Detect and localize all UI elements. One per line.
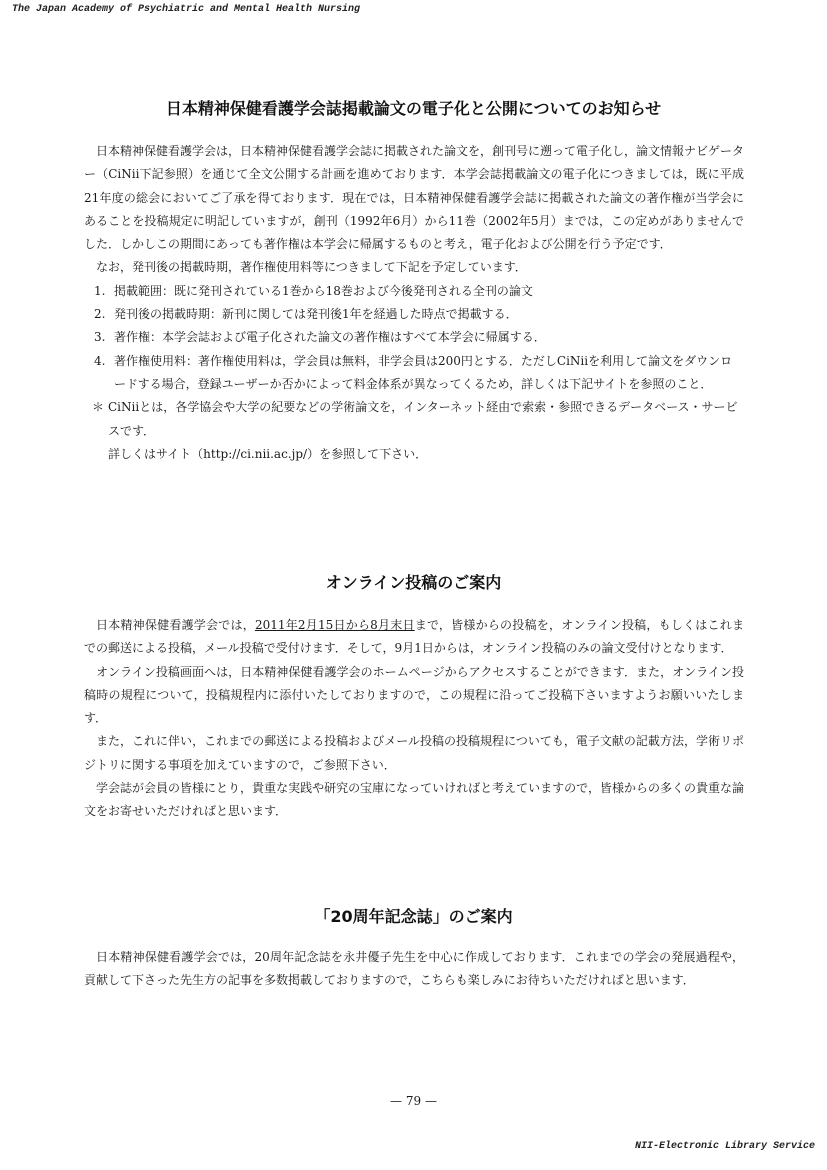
paragraph-text: 日本精神保健看護学会では， — [96, 618, 255, 632]
list-item — [84, 326, 744, 349]
list-item-number: 1. — [94, 283, 106, 298]
list-item-number: 3. — [94, 330, 106, 345]
footer-service: NII-Electronic Library Service — [634, 1141, 815, 1152]
section1-paragraph: なお，発刊後の掲載時期，著作権使用料等につきまして下記を予定しています． — [96, 260, 527, 275]
section1-body — [84, 140, 744, 466]
paragraph-text: まで，皆様からの投稿を，オンライン投稿，もしくはこれまでの郵送による投稿，メール投稿で受付けます．そして，9月1日からは，オンライン投稿のみの論文受付けとなります． — [84, 618, 744, 656]
section3-title: 「20周年記念誌」のご案内 — [314, 907, 513, 926]
section3-body — [84, 946, 744, 993]
note-asterisk: ＊ — [92, 400, 105, 415]
section3-paragraph: 日本精神保健看護学会では，20周年記念誌を永井優子先生を中心に作成しております．これまでの学会の発展過程や，貢献して下さった先生方の記事を多数掲載しておりますので，こちらも楽しみにお待ちいただければと思います． — [84, 950, 744, 988]
journal-header: The Japan Academy of Psychiatric and Mental Health Nursing — [12, 4, 361, 15]
list-item — [84, 303, 744, 326]
section2-title: オンライン投稿のご案内 — [325, 573, 502, 592]
note-text: CiNiiとは，各学協会や大学の紀要などの学術論文を，インターネット経由で索索・参照できるデータベース・サービスです． — [108, 400, 738, 438]
section2-paragraph: 学会誌が会員の皆様にとり，貴重な実践や研究の宝庫になっていければと考えていますので，皆様からの多くの貴重な論文をお寄せいただければと思います． — [84, 781, 744, 819]
list-item — [84, 350, 744, 397]
section1-title: 日本精神保健看護学会誌掲載論文の電子化と公開についてのお知らせ — [165, 99, 662, 118]
cinii-note — [84, 396, 744, 443]
section2-paragraph: オンライン投稿画面へは，日本精神保健看護学会のホームページからアクセスすることができます．また，オンライン投稿時の規程について，投稿規程内に添付いたしておりますので，この規程に沿ってご投稿下さいますようお願いいたします． — [84, 664, 744, 726]
list-item-text: 著作権：本学会誌および電子化された論文の著作権はすべて本学会に帰属する． — [114, 330, 546, 345]
list-item-text: 著作権使用料：著作権使用料は，学会員は無料，非学会員は200円とする．ただしCiNiiを利用して論文をダウンロードする場合，登録ユーザーか否かによって料金体系が異なってくるため，詳しくは下記サイトを参照のこと． — [114, 353, 733, 391]
list-item-number: 2. — [94, 307, 106, 322]
list-item-text: 掲載範囲：既に発刊されている1巻から18巻および今後発刊される全刊の論文 — [114, 283, 533, 298]
list-item — [84, 280, 744, 303]
deadline-period: 2011年2月15日から8月末日 — [254, 618, 415, 632]
section1-paragraph: 日本精神保健看護学会は，日本精神保健看護学会誌に掲載された論文を，創刊号に遡って電子化し，論文情報ナビゲーター（CiNii下記参照）を通じて全文公開する計画を進めております．本学会誌掲載論文の電子化につきましては，既に平成21年度の総会においてご了承を得ております．現在では，日本精神保健看護学会誌に掲載された論文の著作権が当学会にあることを投稿規定に明記していますが，創刊（1992年6月）から11巻（2002年5月）までは，この定めがありませんでした．しかしこの期間にあっても著作権は本学会に帰属するものと考え，電子化および公開を行う予定です． — [84, 144, 745, 252]
section2-paragraph: また，これに伴い，これまでの郵送による投稿およびメール投稿の投稿規程についても，電子文献の記載方法，学術リポジトリに関する事項を加えていますので，ご参照下さい． — [84, 734, 744, 772]
list-item-text: 発刊後の掲載時期：新刊に関しては発刊後1年を経過した時点で掲載する． — [114, 307, 518, 322]
list-item-number: 4. — [94, 353, 106, 368]
section2-paragraph — [84, 614, 744, 661]
section2-body — [84, 614, 744, 824]
page-number: — 79 — — [390, 1094, 437, 1108]
note-detail: 詳しくはサイト（http://ci.nii.ac.jp/）を参照して下さい． — [108, 446, 428, 461]
section1-list — [84, 280, 744, 396]
